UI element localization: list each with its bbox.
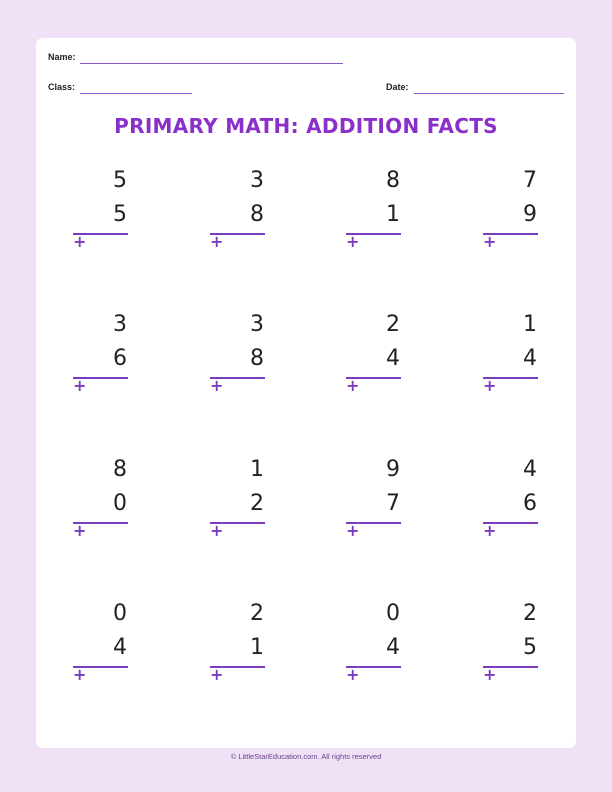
addend-bottom: 4 bbox=[386, 346, 400, 371]
addition-problem bbox=[210, 312, 270, 395]
addend-bottom: 5 bbox=[523, 635, 537, 660]
addend-top: 1 bbox=[523, 312, 537, 337]
plus-sign: + bbox=[73, 232, 87, 251]
plus-sign: + bbox=[210, 376, 224, 395]
addition-problem bbox=[210, 601, 270, 684]
date-label: Date: bbox=[386, 82, 409, 92]
addend-bottom: 8 bbox=[250, 202, 264, 227]
addend-top: 5 bbox=[113, 168, 127, 193]
addend-bottom: 4 bbox=[386, 635, 400, 660]
addition-problem bbox=[210, 457, 270, 540]
plus-sign: + bbox=[73, 376, 87, 395]
addend-top: 3 bbox=[113, 312, 127, 337]
plus-sign: + bbox=[346, 665, 360, 684]
addition-problem bbox=[73, 168, 133, 251]
addition-problem bbox=[73, 312, 133, 395]
plus-sign: + bbox=[483, 521, 497, 540]
plus-sign: + bbox=[210, 232, 224, 251]
addend-bottom: 1 bbox=[386, 202, 400, 227]
addend-top: 7 bbox=[523, 168, 537, 193]
addition-problem bbox=[483, 312, 543, 395]
addend-top: 3 bbox=[250, 312, 264, 337]
plus-sign: + bbox=[210, 521, 224, 540]
addend-bottom: 9 bbox=[523, 202, 537, 227]
name-field[interactable] bbox=[80, 63, 343, 64]
addend-top: 3 bbox=[250, 168, 264, 193]
addend-bottom: 0 bbox=[113, 491, 127, 516]
addend-top: 8 bbox=[386, 168, 400, 193]
plus-sign: + bbox=[73, 665, 87, 684]
addition-problem bbox=[483, 168, 543, 251]
plus-sign: + bbox=[73, 521, 87, 540]
plus-sign: + bbox=[483, 665, 497, 684]
addition-problem bbox=[73, 601, 133, 684]
plus-sign: + bbox=[346, 376, 360, 395]
addend-top: 0 bbox=[113, 601, 127, 626]
addend-bottom: 1 bbox=[250, 635, 264, 660]
addend-top: 2 bbox=[250, 601, 264, 626]
worksheet-title: PRIMARY MATH: ADDITION FACTS bbox=[114, 114, 498, 138]
date-field[interactable] bbox=[414, 93, 564, 94]
plus-sign: + bbox=[346, 232, 360, 251]
addend-top: 2 bbox=[523, 601, 537, 626]
copyright-footer: © LittleStarEducation.com. All rights reserved bbox=[230, 752, 382, 761]
addition-problem bbox=[73, 457, 133, 540]
name-label: Name: bbox=[48, 52, 76, 62]
addend-top: 2 bbox=[386, 312, 400, 337]
addend-bottom: 2 bbox=[250, 491, 264, 516]
addend-top: 9 bbox=[386, 457, 400, 482]
plus-sign: + bbox=[346, 521, 360, 540]
addition-problem bbox=[346, 457, 406, 540]
plus-sign: + bbox=[210, 665, 224, 684]
addend-bottom: 4 bbox=[523, 346, 537, 371]
addend-bottom: 6 bbox=[113, 346, 127, 371]
addition-problem bbox=[346, 601, 406, 684]
addend-bottom: 6 bbox=[523, 491, 537, 516]
addend-bottom: 5 bbox=[113, 202, 127, 227]
addition-problem bbox=[346, 312, 406, 395]
addend-top: 8 bbox=[113, 457, 127, 482]
addition-problem bbox=[210, 168, 270, 251]
addend-bottom: 8 bbox=[250, 346, 264, 371]
addend-bottom: 4 bbox=[113, 635, 127, 660]
addend-top: 4 bbox=[523, 457, 537, 482]
addition-problem bbox=[346, 168, 406, 251]
plus-sign: + bbox=[483, 232, 497, 251]
addend-top: 1 bbox=[250, 457, 264, 482]
addend-bottom: 7 bbox=[386, 491, 400, 516]
class-field[interactable] bbox=[80, 93, 192, 94]
plus-sign: + bbox=[483, 376, 497, 395]
addition-problem bbox=[483, 457, 543, 540]
class-label: Class: bbox=[48, 82, 76, 92]
addition-problem bbox=[483, 601, 543, 684]
addend-top: 0 bbox=[386, 601, 400, 626]
